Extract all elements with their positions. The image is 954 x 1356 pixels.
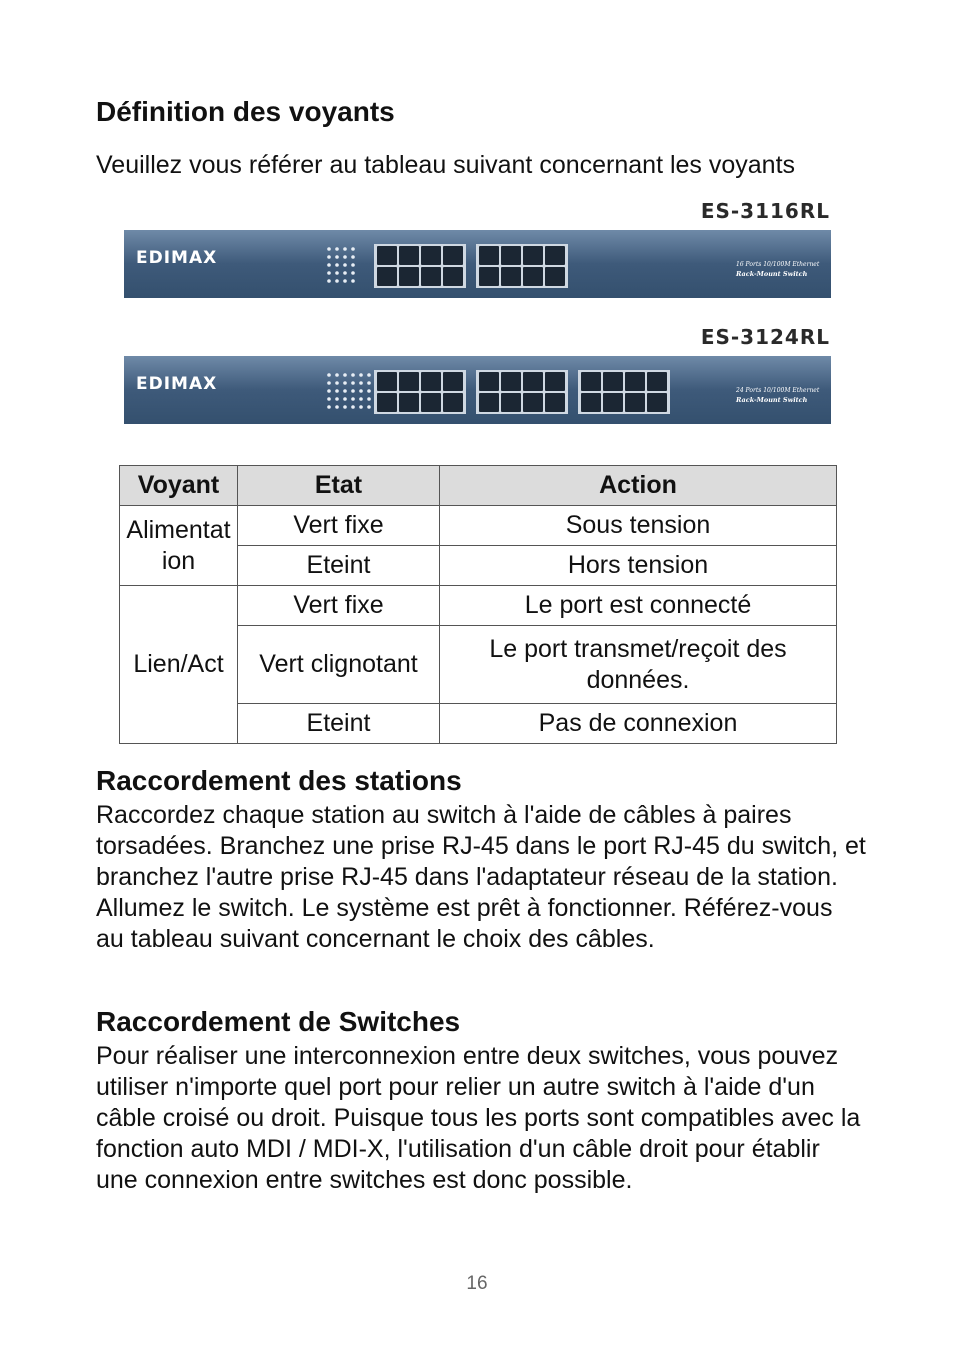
led-dot	[351, 397, 355, 401]
table-header-row	[120, 466, 837, 506]
led-dot	[335, 263, 339, 267]
led-dot	[343, 389, 347, 393]
rj45-port	[501, 372, 521, 391]
led-dot	[327, 381, 331, 385]
led-action-cell: Sous tension	[440, 506, 837, 546]
led-dot	[327, 397, 331, 401]
led-dot	[343, 279, 347, 283]
led-dot	[367, 381, 371, 385]
led-dot	[343, 381, 347, 385]
rj45-port	[501, 267, 521, 286]
led-dot	[327, 271, 331, 275]
section-title-leds: Définition des voyants	[96, 96, 395, 127]
led-dot	[367, 373, 371, 377]
rj45-port	[523, 246, 543, 265]
rj45-port	[581, 393, 601, 412]
led-name-cell: Lien/Act	[120, 586, 238, 744]
led-dot	[359, 397, 363, 401]
rj45-port	[399, 393, 419, 412]
table-row	[120, 506, 837, 546]
led-dot	[351, 389, 355, 393]
rj45-port	[603, 393, 623, 412]
led-state-cell: Eteint	[238, 546, 440, 586]
led-dot	[351, 373, 355, 377]
led-dot	[335, 397, 339, 401]
rj45-port	[443, 393, 463, 412]
rj45-port	[545, 267, 565, 286]
rj45-port	[479, 393, 499, 412]
section-body-stations: Raccordez chaque station au switch à l'aide de câbles à paires torsadées. Branchez une prise RJ-45 dans le port RJ-45 du switch, et branchez l'autre prise RJ-45 dans l'adaptateur réseau de la station. Allumez le switch. Le système est prêt à fonctionner. Référez-vous au tableau suivant concernant le choix des câbles.	[96, 801, 866, 953]
rj45-port	[421, 267, 441, 286]
led-action-cell: Pas de connexion	[440, 704, 837, 744]
device-model-label: ES-3116RL	[700, 199, 830, 223]
led-dot	[335, 279, 339, 283]
rj45-port	[523, 393, 543, 412]
led-dot	[327, 373, 331, 377]
led-action-cell: Le port est connecté	[440, 586, 837, 626]
switch-front-panel-image	[124, 230, 831, 298]
led-dot	[335, 381, 339, 385]
led-dot	[367, 389, 371, 393]
rj45-port	[377, 393, 397, 412]
led-dot	[359, 373, 363, 377]
led-dot	[367, 397, 371, 401]
rj45-port	[545, 246, 565, 265]
section-title-switches: Raccordement de Switches	[96, 1006, 461, 1037]
table-header-cell: Etat	[238, 466, 440, 506]
rj45-port	[647, 393, 667, 412]
led-dot	[335, 255, 339, 259]
rj45-port	[479, 246, 499, 265]
led-dot	[343, 255, 347, 259]
panel-spec-text: 24 Ports 10/100M Ethernet	[736, 387, 820, 394]
rj45-port	[399, 372, 419, 391]
led-dot	[351, 263, 355, 267]
led-dot	[343, 373, 347, 377]
led-dot	[335, 271, 339, 275]
led-dot	[327, 255, 331, 259]
rj45-port	[443, 267, 463, 286]
led-dot	[351, 247, 355, 251]
led-dot	[335, 389, 339, 393]
rj45-port	[647, 372, 667, 391]
panel-spec-text: Rack-Mount Switch	[736, 396, 808, 404]
rj45-port	[523, 267, 543, 286]
led-dot	[343, 397, 347, 401]
panel-spec-text: 16 Ports 10/100M Ethernet	[736, 261, 820, 268]
led-dot	[351, 255, 355, 259]
led-dot	[351, 279, 355, 283]
rj45-port	[443, 246, 463, 265]
table-header-cell: Voyant	[120, 466, 238, 506]
led-dot	[343, 247, 347, 251]
led-dot	[327, 405, 331, 409]
brand-logo: EDIMAX	[136, 374, 218, 394]
led-dot	[343, 271, 347, 275]
led-action-cell: Hors tension	[440, 546, 837, 586]
led-dot	[343, 263, 347, 267]
led-dot	[335, 247, 339, 251]
rj45-port	[501, 393, 521, 412]
led-state-cell: Vert clignotant	[238, 626, 440, 704]
rj45-port	[479, 372, 499, 391]
panel-spec-text: Rack-Mount Switch	[736, 270, 808, 278]
led-dot	[359, 389, 363, 393]
rj45-port	[399, 246, 419, 265]
led-dot	[351, 405, 355, 409]
led-dot	[327, 389, 331, 393]
led-dot	[327, 263, 331, 267]
led-table	[119, 465, 837, 744]
rj45-port	[399, 267, 419, 286]
rj45-port	[523, 372, 543, 391]
led-state-cell: Eteint	[238, 704, 440, 744]
rj45-port	[377, 267, 397, 286]
table-row	[120, 586, 837, 626]
led-dot	[367, 405, 371, 409]
rj45-port	[377, 246, 397, 265]
page-number: 16	[466, 1273, 488, 1294]
led-dot	[359, 381, 363, 385]
rj45-port	[501, 246, 521, 265]
rj45-port	[421, 372, 441, 391]
led-dot	[327, 279, 331, 283]
led-state-cell: Vert fixe	[238, 506, 440, 546]
led-dot	[351, 381, 355, 385]
rj45-port	[479, 267, 499, 286]
rj45-port	[443, 372, 463, 391]
led-dot	[343, 405, 347, 409]
rj45-port	[581, 372, 601, 391]
led-dot	[335, 405, 339, 409]
led-dot	[327, 247, 331, 251]
rj45-port	[603, 372, 623, 391]
rj45-port	[625, 393, 645, 412]
section-title-stations: Raccordement des stations	[96, 765, 462, 796]
led-dot	[359, 405, 363, 409]
rj45-port	[377, 372, 397, 391]
rj45-port	[421, 246, 441, 265]
led-dot	[351, 271, 355, 275]
section-intro-leds: Veuillez vous référer au tableau suivant concernant les voyants	[96, 151, 796, 179]
rj45-port	[625, 372, 645, 391]
led-name-cell: Alimentation	[120, 506, 238, 586]
table-header-cell: Action	[440, 466, 837, 506]
led-dot	[335, 373, 339, 377]
rj45-port	[421, 393, 441, 412]
switch-front-panel-image	[124, 356, 831, 424]
rj45-port	[545, 372, 565, 391]
section-body-switches: Pour réaliser une interconnexion entre deux switches, vous pouvez utiliser n'importe quel port pour relier un autre switch à l'aide d'un câble croisé ou droit. Puisque tous les ports sont compatibles avec la fonction auto MDI / MDI-X, l'utilisation d'un câble droit pour établir une connexion entre switches est donc possible.	[96, 1042, 861, 1194]
rj45-port	[545, 393, 565, 412]
brand-logo: EDIMAX	[136, 248, 218, 268]
device-model-label: ES-3124RL	[700, 325, 830, 349]
led-action-cell: Le port transmet/reçoit des données.	[440, 626, 837, 704]
led-state-cell: Vert fixe	[238, 586, 440, 626]
